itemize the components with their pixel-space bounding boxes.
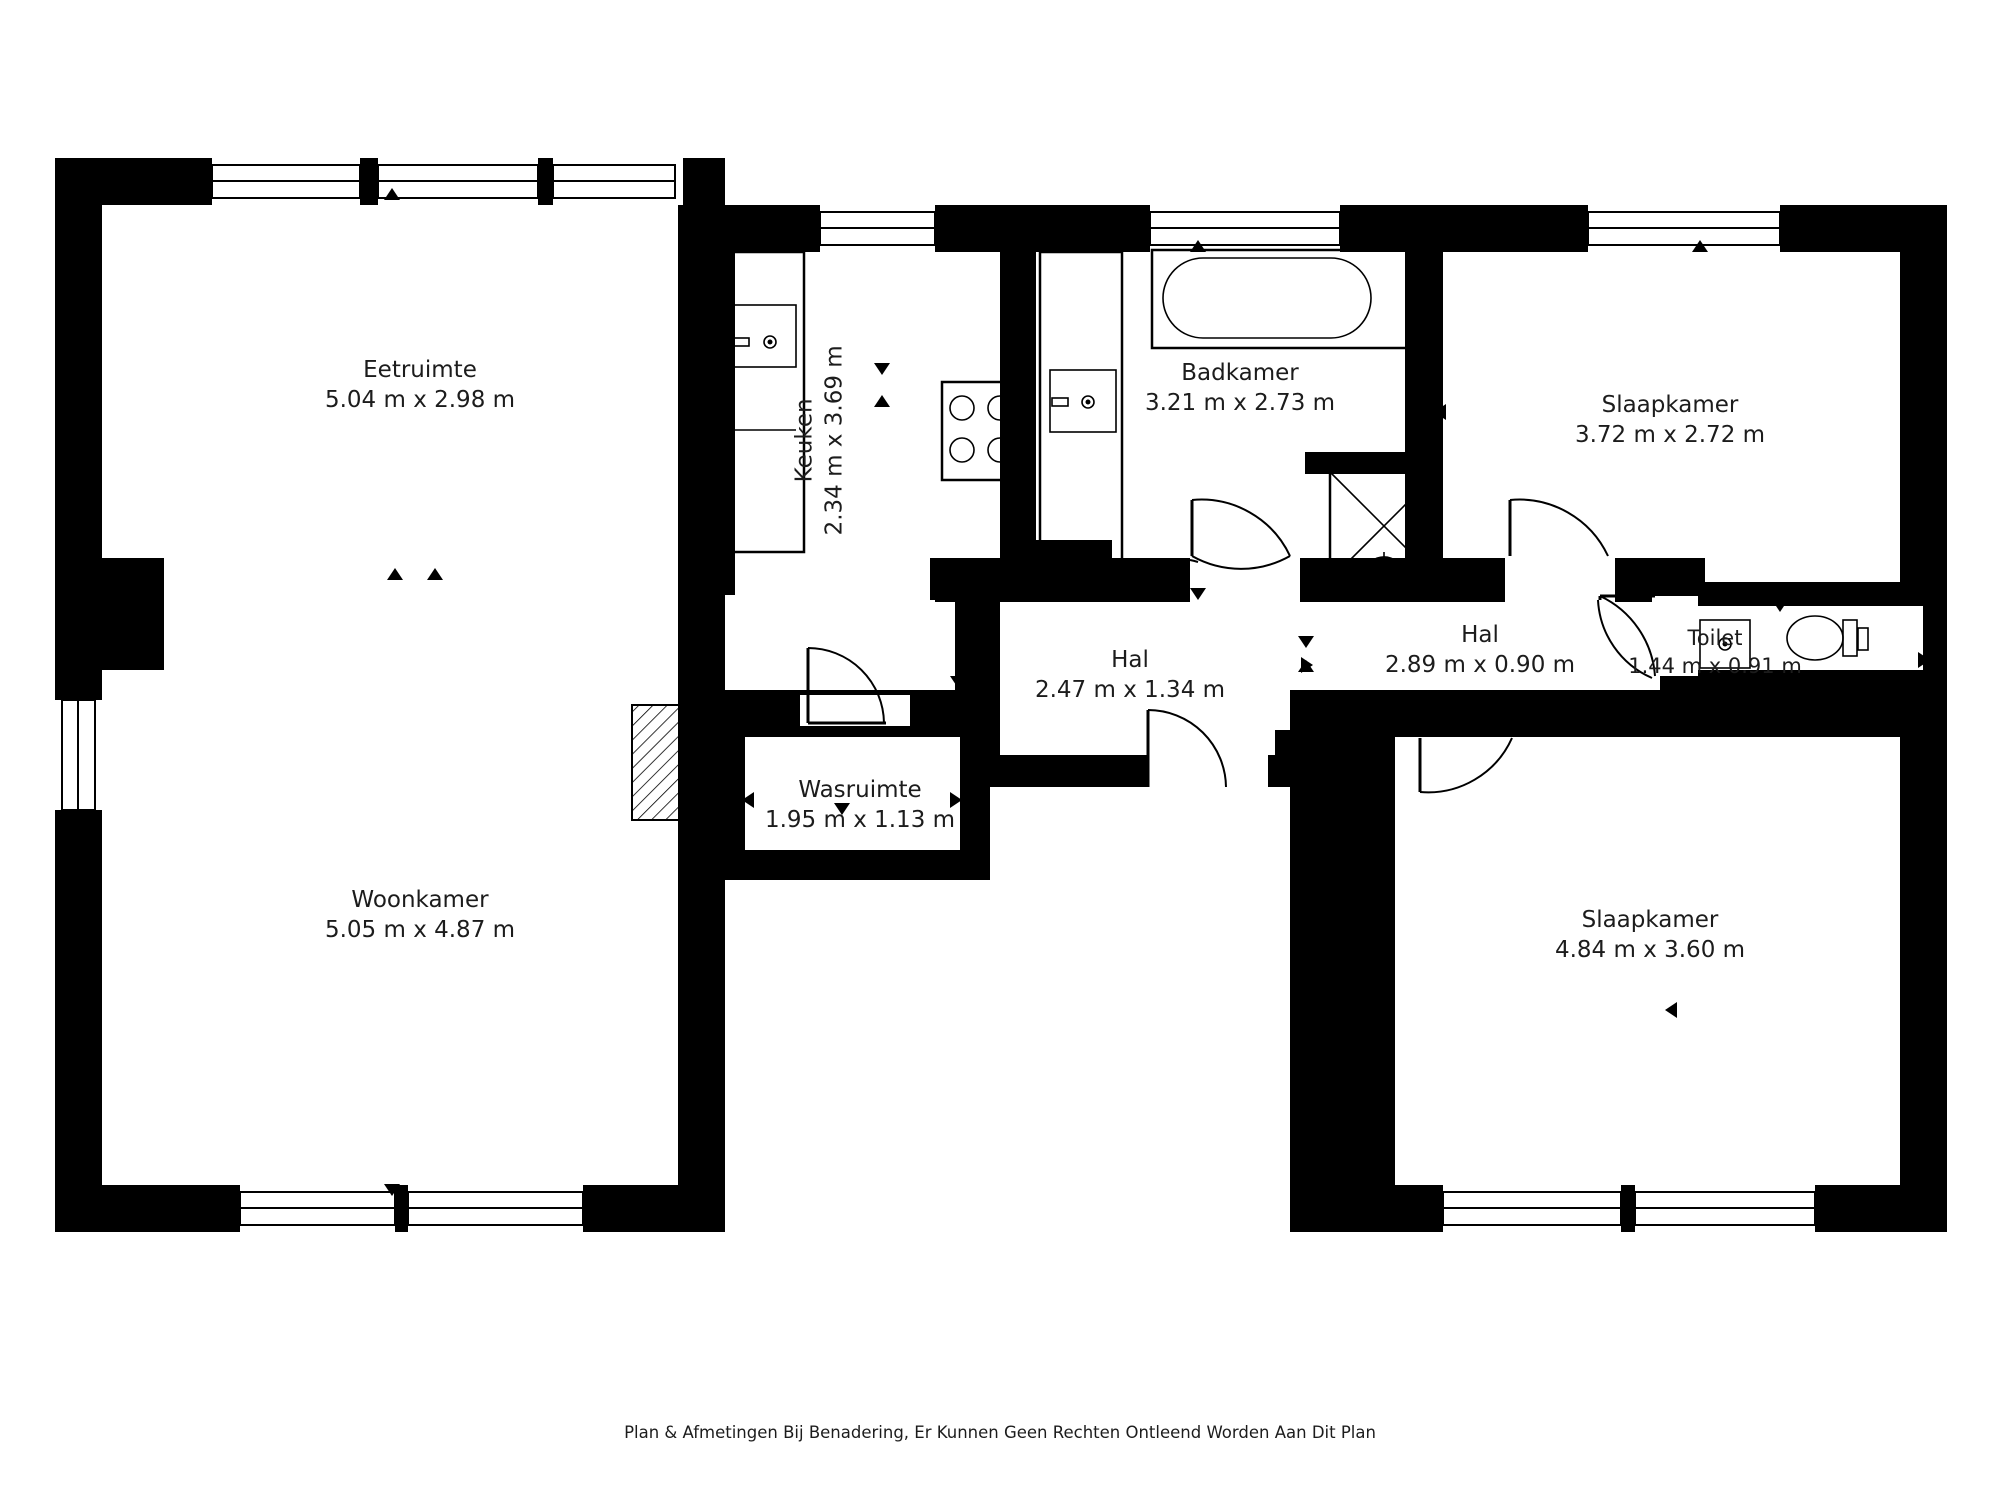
room-label-hal-1 bbox=[1000, 645, 1260, 706]
room-dims: 3.21 m x 2.73 m bbox=[1144, 390, 1336, 417]
room-name: Hal bbox=[1111, 647, 1149, 673]
room-name: Hal bbox=[1461, 622, 1499, 648]
room-dims: 1.44 m x 0.91 m bbox=[1628, 653, 1802, 678]
room-name: Slaapkamer bbox=[1581, 907, 1719, 933]
room-dims: 4.84 m x 3.60 m bbox=[1554, 937, 1746, 964]
room-dims: 2.89 m x 0.90 m bbox=[1384, 652, 1576, 679]
room-dims: 2.47 m x 1.34 m bbox=[1034, 677, 1226, 704]
room-name: Eetruimte bbox=[363, 357, 477, 383]
room-dims: 5.04 m x 2.98 m bbox=[324, 387, 516, 414]
room-label-eetruimte bbox=[280, 355, 560, 416]
room-label-badkamer bbox=[1110, 358, 1370, 419]
room-label-slaapkamer-2 bbox=[1520, 905, 1780, 966]
room-label-slaapkamer-1 bbox=[1540, 390, 1800, 451]
room-dims: 2.34 m x 3.69 m bbox=[822, 345, 848, 536]
room-label-hal-2 bbox=[1350, 620, 1610, 681]
room-name: Toilet bbox=[1687, 626, 1743, 650]
room-name: Keuken bbox=[791, 398, 818, 483]
room-label-woonkamer bbox=[280, 885, 560, 946]
room-dims: 1.95 m x 1.13 m bbox=[764, 807, 956, 834]
room-label-wasruimte bbox=[730, 775, 990, 836]
room-dims: 5.05 m x 4.87 m bbox=[324, 917, 516, 944]
room-label-toilet bbox=[1600, 625, 1830, 680]
disclaimer-note: Plan & Afmetingen Bij Benadering, Er Kunnen Geen Rechten Ontleend Worden Aan Dit Plan bbox=[624, 1423, 1376, 1442]
room-label-keuken bbox=[790, 300, 851, 580]
room-name: Wasruimte bbox=[798, 777, 922, 803]
hatched-pillar bbox=[632, 705, 700, 820]
room-dims: 3.72 m x 2.72 m bbox=[1574, 422, 1766, 449]
room-name: Slaapkamer bbox=[1601, 392, 1739, 418]
room-name: Woonkamer bbox=[351, 887, 489, 913]
room-name: Badkamer bbox=[1181, 360, 1299, 386]
